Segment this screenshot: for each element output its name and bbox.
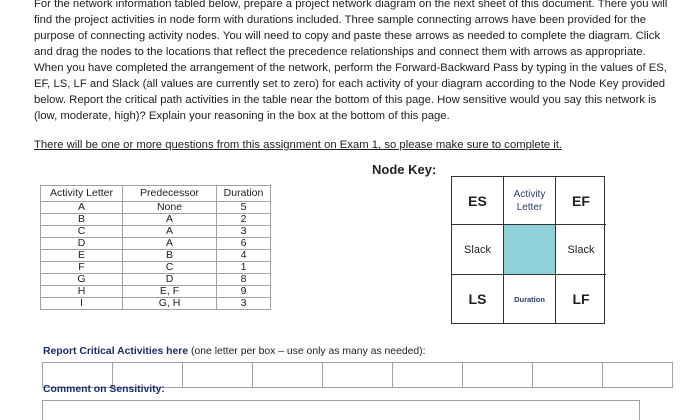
cell-duration: 3 <box>217 298 271 310</box>
table-row <box>41 262 271 274</box>
node-key-title: Node Key: <box>372 162 437 177</box>
table-row <box>41 274 271 286</box>
sensitivity-comment-input[interactable] <box>42 400 640 420</box>
cell-duration: 9 <box>217 286 271 298</box>
critical-activity-input[interactable] <box>182 362 253 388</box>
node-key-lf: LF <box>572 291 590 307</box>
cell-duration: 3 <box>217 226 271 238</box>
node-key-slack-left: Slack <box>452 225 504 275</box>
cell-predecessor: E, F <box>123 286 217 298</box>
cell-activity: F <box>41 262 123 274</box>
cell-predecessor: A <box>123 214 217 226</box>
node-key-activity-letter: Activity Letter <box>504 177 556 225</box>
critical-activity-input[interactable] <box>532 362 603 388</box>
critical-activity-input[interactable] <box>392 362 463 388</box>
node-key-slack-right: Slack <box>556 225 606 275</box>
cell-duration: 4 <box>217 250 271 262</box>
node-key-center <box>504 225 556 275</box>
cell-duration: 5 <box>217 202 271 214</box>
cell-activity: A <box>41 202 123 214</box>
table-row <box>41 238 271 250</box>
cell-duration: 8 <box>217 274 271 286</box>
table-row <box>41 202 271 214</box>
table-row <box>41 226 271 238</box>
header-predecessor: Predecessor <box>123 186 217 202</box>
cell-activity: B <box>41 214 123 226</box>
cell-predecessor: D <box>123 274 217 286</box>
critical-label-rest: (one letter per box – use only as many as needed): <box>188 346 426 357</box>
header-duration: Duration <box>217 186 271 202</box>
cell-duration: 6 <box>217 238 271 250</box>
table-row <box>41 250 271 262</box>
cell-duration: 1 <box>217 262 271 274</box>
critical-activity-input[interactable] <box>322 362 393 388</box>
header-activity-letter: Activity Letter <box>41 186 123 202</box>
cell-predecessor: A <box>123 238 217 250</box>
cell-predecessor: A <box>123 226 217 238</box>
cell-predecessor: G, H <box>123 298 217 310</box>
node-key-diagram <box>451 176 605 324</box>
cell-activity: G <box>41 274 123 286</box>
table-row <box>41 298 271 310</box>
table-row <box>41 286 271 298</box>
cell-duration: 2 <box>217 214 271 226</box>
exam-note: There will be one or more questions from this assignment on Exam 1, so please make sure to complete it. <box>34 139 563 151</box>
critical-activity-input[interactable] <box>462 362 533 388</box>
cell-activity: I <box>41 298 123 310</box>
cell-activity: H <box>41 286 123 298</box>
cell-predecessor: B <box>123 250 217 262</box>
cell-activity: C <box>41 226 123 238</box>
sensitivity-label: Comment on Sensitivity: <box>43 384 165 395</box>
node-key-es: ES <box>452 177 504 225</box>
cell-predecessor: None <box>123 202 217 214</box>
critical-activities-label <box>43 346 426 357</box>
critical-activity-input[interactable] <box>252 362 323 388</box>
node-key-ls: LS <box>452 275 504 323</box>
table-row <box>41 214 271 226</box>
node-key-ef: EF <box>556 177 606 225</box>
critical-label-bold: Report Critical Activities here <box>43 346 189 357</box>
cell-activity: E <box>41 250 123 262</box>
critical-activity-input[interactable] <box>602 362 673 388</box>
instructions-paragraph: For the network information tabled below, prepare a project network diagram on the next sheet of this document. There you will find the project activities in node form with durations included. Three sample connecting arrows have been provided for the purpose of connecting activity nodes. You will need to copy and paste these arrows as needed to complete the diagram. Click and drag the nodes to the locations that reflect the precedence relationships and connect them with arrows as appropriate. When you have completed the arrangement of the network, perform the Forward-Backward Pass by typing in the values of ES, EF, LS, LF and Slack (all values are currently set to zero) for each activity of your diagram according to the Node Key provided below. Report the critical path activities in the table near the bottom of this page. How sensitive would you say this network is (low, moderate, high)? Explain your reasoning in the box at the bottom of this page. <box>34 0 668 122</box>
node-key-duration: Duration <box>504 275 556 323</box>
activity-table <box>40 185 271 310</box>
table-header-row <box>41 186 271 202</box>
cell-activity: D <box>41 238 123 250</box>
cell-predecessor: C <box>123 262 217 274</box>
